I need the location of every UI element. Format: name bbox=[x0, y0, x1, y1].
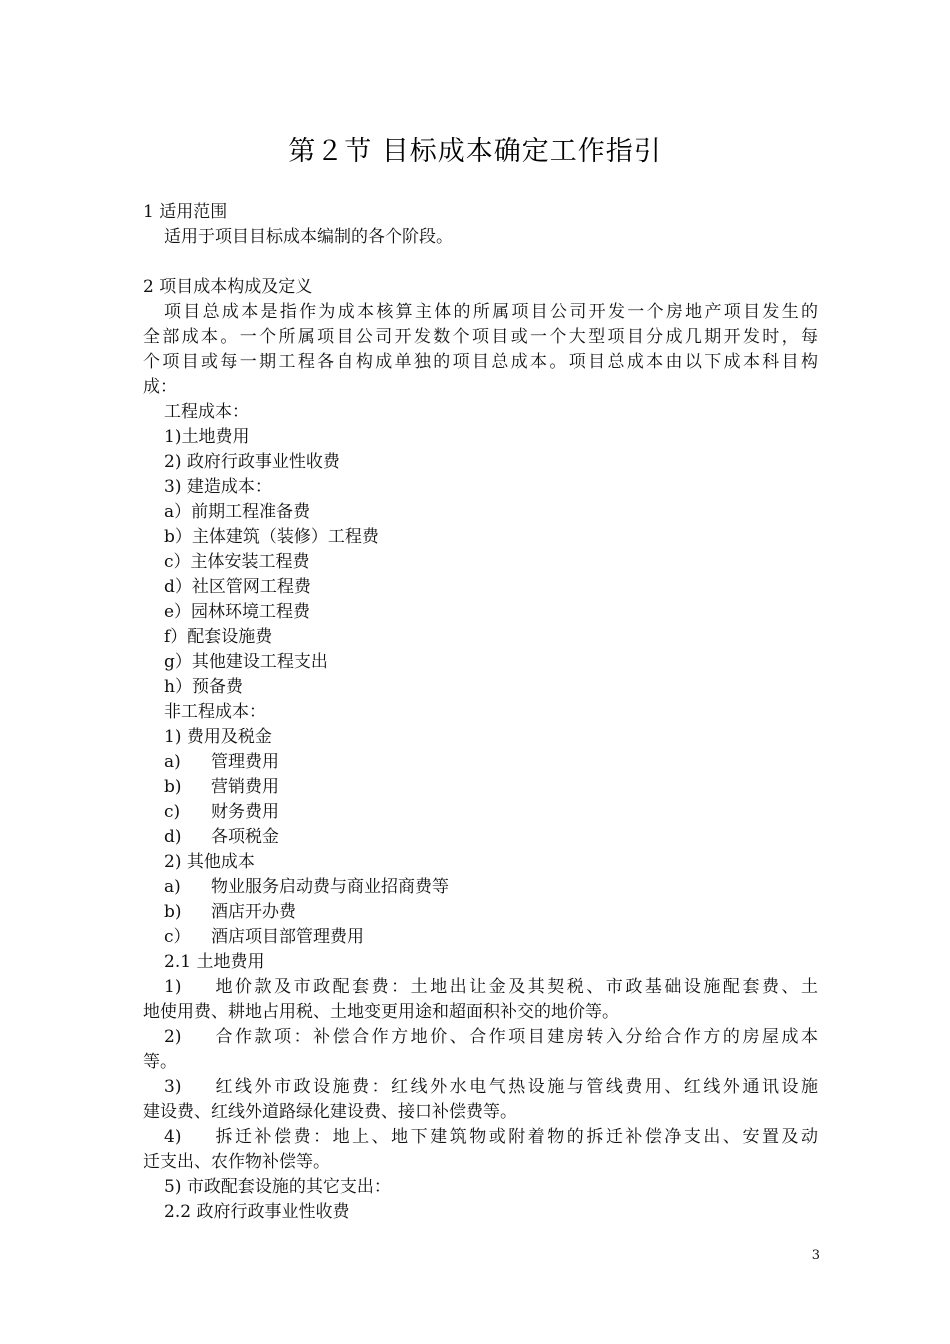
paragraph-line: 项目总成本是指作为成本核算主体的所属项目公司开发一个房地产项目发生的 bbox=[164, 302, 818, 322]
paragraph-line: 成： bbox=[143, 377, 177, 397]
section-2-heading: 2 项目成本构成及定义 bbox=[143, 277, 313, 297]
list-text: 红线外市政设施费：红线外水电气热设施与管线费用、红线外通讯设施 bbox=[213, 1077, 818, 1097]
list-item: 2) 政府行政事业性收费 bbox=[164, 452, 340, 472]
list-text: 合作款项：补偿合作方地价、合作项目建房转入分给合作方的房屋成本 bbox=[213, 1027, 818, 1047]
paragraph-line bbox=[143, 1075, 818, 1100]
list-item: 1)土地费用 bbox=[164, 427, 250, 447]
list-text: 各项税金 bbox=[211, 827, 279, 847]
list-item: f）配套设施费 bbox=[164, 627, 273, 647]
non-engineering-cost-label: 非工程成本： bbox=[164, 702, 266, 722]
list-text: 拆迁补偿费：地上、地下建筑物或附着物的拆迁补偿净支出、安置及动 bbox=[213, 1127, 818, 1147]
list-marker: b) bbox=[164, 902, 182, 922]
paragraph-line: 地使用费、耕地占用税、土地变更用途和超面积补交的地价等。 bbox=[143, 1002, 619, 1022]
list-item bbox=[143, 825, 818, 850]
list-item bbox=[143, 925, 818, 950]
list-text: 酒店项目部管理费用 bbox=[211, 927, 364, 947]
section-1-heading: 1 适用范围 bbox=[143, 202, 228, 222]
list-marker: 2) bbox=[164, 1027, 182, 1047]
list-item bbox=[143, 800, 818, 825]
list-item: 5) 市政配套设施的其它支出： bbox=[164, 1177, 391, 1197]
list-text: 财务费用 bbox=[211, 802, 279, 822]
list-marker: d) bbox=[164, 827, 182, 847]
list-item: b）主体建筑（装修）工程费 bbox=[164, 527, 379, 547]
paragraph-line: 建设费、红线外道路绿化建设费、接口补偿费等。 bbox=[143, 1102, 517, 1122]
paragraph-line: 全部成本。一个所属项目公司开发数个项目或一个大型项目分成几期开发时，每 bbox=[143, 327, 818, 347]
page-number: 3 bbox=[811, 1248, 820, 1263]
list-item: d）社区管网工程费 bbox=[164, 577, 311, 597]
list-marker: b) bbox=[164, 777, 182, 797]
list-item: 1) 费用及税金 bbox=[164, 727, 272, 747]
list-item: 3) 建造成本： bbox=[164, 477, 272, 497]
list-item: e）园林环境工程费 bbox=[164, 602, 311, 622]
paragraph-line bbox=[143, 1025, 818, 1050]
list-item: c）主体安装工程费 bbox=[164, 552, 310, 572]
list-marker: 1) bbox=[164, 977, 182, 997]
paragraph-line bbox=[143, 975, 818, 1000]
list-item bbox=[143, 875, 818, 900]
list-text: 酒店开办费 bbox=[211, 902, 296, 922]
list-item bbox=[143, 775, 818, 800]
paragraph-line: 个项目或每一期工程各自构成单独的项目总成本。项目总成本由以下成本科目构 bbox=[143, 352, 818, 372]
list-marker: a) bbox=[164, 752, 181, 772]
list-text: 管理费用 bbox=[211, 752, 279, 772]
list-marker: 3) bbox=[164, 1077, 182, 1097]
list-text: 物业服务启动费与商业招商费等 bbox=[211, 877, 449, 897]
paragraph-line: 等。 bbox=[143, 1052, 177, 1072]
engineering-cost-label: 工程成本： bbox=[164, 402, 249, 422]
list-marker: c） bbox=[164, 927, 191, 947]
list-marker: c) bbox=[164, 802, 181, 822]
list-item bbox=[143, 750, 818, 775]
section-1-text: 适用于项目目标成本编制的各个阶段。 bbox=[164, 227, 453, 247]
list-item: h）预备费 bbox=[164, 677, 243, 697]
list-item: g）其他建设工程支出 bbox=[164, 652, 328, 672]
paragraph-line: 迁支出、农作物补偿等。 bbox=[143, 1152, 330, 1172]
document-body bbox=[143, 200, 818, 1225]
blank-line bbox=[143, 250, 818, 275]
list-text: 营销费用 bbox=[211, 777, 279, 797]
list-text: 地价款及市政配套费：土地出让金及其契税、市政基础设施配套费、土 bbox=[213, 977, 818, 997]
section-2-2-heading: 2.2 政府行政事业性收费 bbox=[164, 1202, 350, 1222]
section-2-1-heading: 2.1 土地费用 bbox=[164, 952, 265, 972]
list-item bbox=[143, 900, 818, 925]
paragraph-line bbox=[143, 1125, 818, 1150]
list-marker: a) bbox=[164, 877, 181, 897]
list-item: 2) 其他成本 bbox=[164, 852, 255, 872]
list-item: a）前期工程准备费 bbox=[164, 502, 311, 522]
page-title: 第２节 目标成本确定工作指引 bbox=[288, 136, 662, 167]
list-marker: 4) bbox=[164, 1127, 182, 1147]
